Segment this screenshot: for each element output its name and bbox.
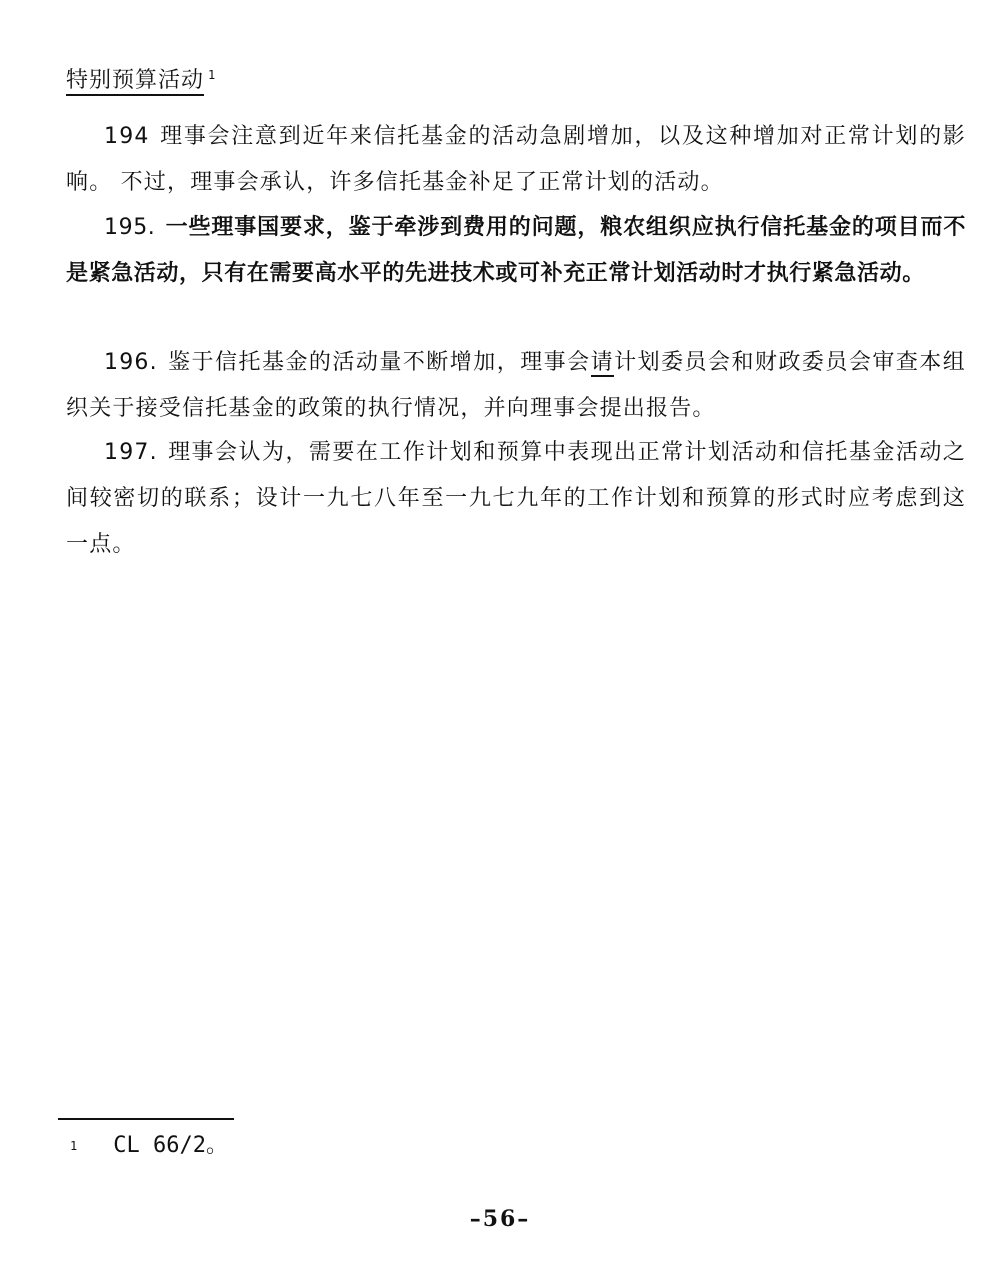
paragraph-number: 197.: [104, 440, 158, 465]
footnote-divider: [58, 1118, 234, 1120]
paragraph-197: [66, 430, 966, 568]
page-number: –56–: [469, 1206, 531, 1232]
paragraph-text: 理事会注意到近年来信托基金的活动急剧增加，以及这种增加对正常计划的影响。 不过，理事会承认，许多信托基金补足了正常计划的活动。: [66, 124, 966, 195]
paragraph-text: 理事会认为，需要在工作计划和预算中表现出正常计划活动和信托基金活动之间较密切的联系；设计一九七八年至一九七九年的工作计划和预算的形式时应考虑到这一点。: [66, 440, 966, 557]
footnote: [70, 1131, 228, 1161]
paragraph-number: 195.: [104, 215, 156, 240]
paragraph-number: 196.: [104, 350, 158, 375]
paragraph-194: [66, 114, 966, 206]
heading-footnote-ref: 1: [208, 68, 217, 82]
paragraph-196: [66, 340, 966, 432]
paragraph-195: [66, 205, 966, 297]
footnote-text: CL 66/2。: [113, 1133, 228, 1158]
paragraph-text-after: 计划委员会和财政委员会审查本组织关于接受信托基金的政策的执行情况，并向理事会提出报告。: [66, 350, 966, 421]
paragraph-text: 一些理事国要求，鉴于牵涉到费用的问题，粮农组织应执行信托基金的项目而不是紧急活动，只有在需要高水平的先进技术或可补充正常计划活动时才执行紧急活动。: [66, 215, 966, 286]
footnote-mark: 1: [70, 1139, 78, 1153]
paragraph-number: 194: [104, 124, 150, 149]
paragraph-text-before: 鉴于信托基金的活动量不断增加，理事会: [167, 350, 591, 375]
heading-title: 特别预算活动: [66, 68, 204, 96]
section-heading: [66, 60, 216, 96]
underlined-word: 请: [590, 350, 615, 375]
